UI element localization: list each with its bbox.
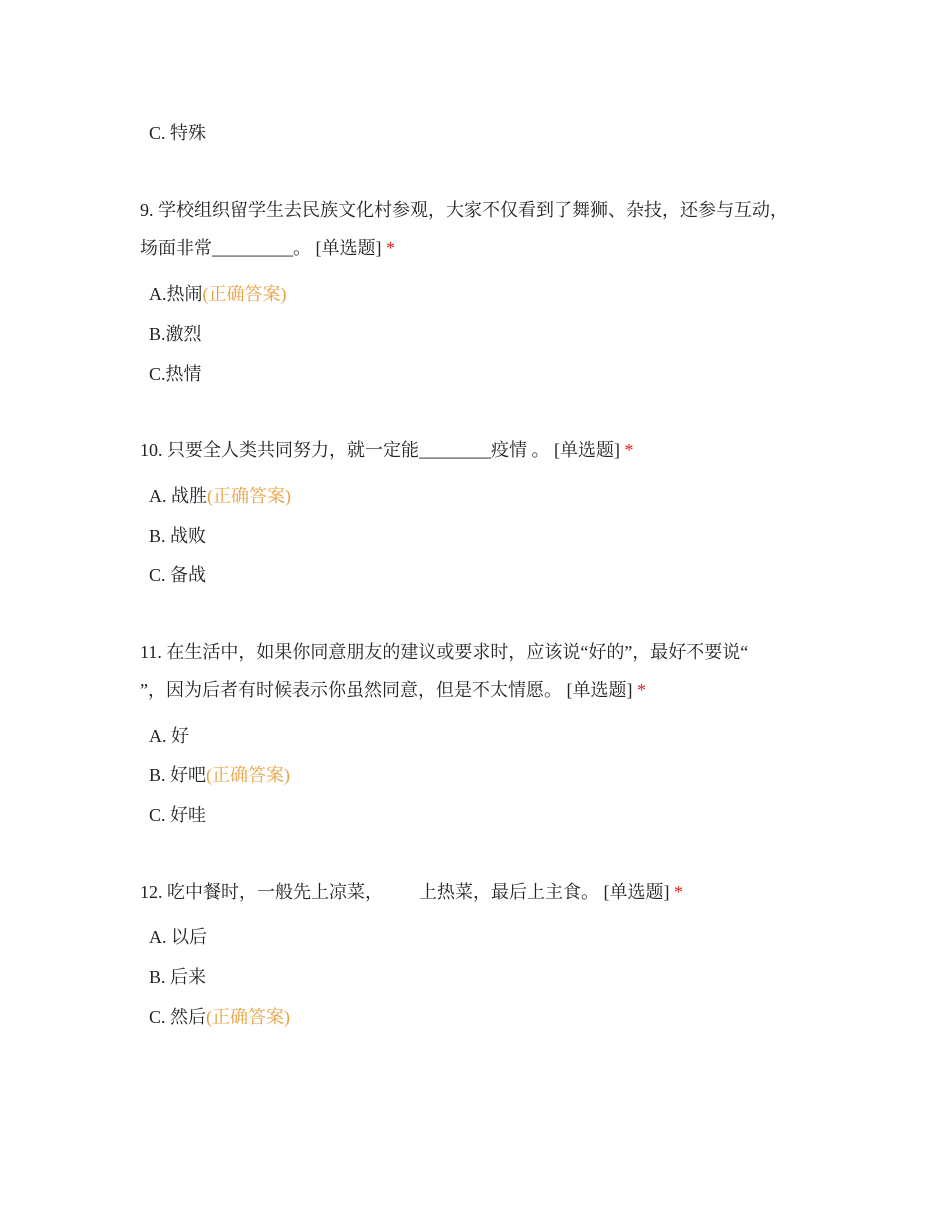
- option-c-previous: [149, 121, 206, 145]
- option-label: C.热情: [149, 364, 202, 384]
- option-label: B. 战败: [149, 526, 207, 546]
- option-label: B.激烈: [149, 324, 202, 344]
- option-label: A.热闹: [149, 284, 203, 304]
- option-label: B. 后来: [149, 967, 207, 987]
- question-12-option-a: [149, 925, 207, 949]
- question-type-tag: [单选题]: [603, 882, 670, 902]
- question-11-line2: [140, 678, 646, 702]
- option-label: A. 以后: [149, 927, 207, 947]
- question-12-stem: [140, 880, 683, 904]
- required-marker: *: [637, 680, 646, 700]
- question-9-line2: [140, 236, 395, 260]
- option-label: C. 特殊: [149, 123, 207, 143]
- question-stem-text: 场面非常_________。: [140, 238, 311, 258]
- question-stem-text: ”，因为后者有时候表示你虽然同意，但是不太情愿。: [140, 680, 562, 700]
- question-9-option-b: [149, 322, 202, 346]
- question-type-tag: [单选题]: [554, 440, 620, 460]
- question-type-tag: [单选题]: [315, 238, 382, 258]
- option-label: A. 战胜: [149, 486, 207, 506]
- question-type-tag: [单选题]: [566, 680, 633, 700]
- question-10-option-b: [149, 524, 206, 548]
- question-12-option-b: [149, 965, 206, 989]
- question-11-option-b: [149, 763, 290, 787]
- question-9-option-a: [149, 282, 287, 306]
- correct-answer-mark: (正确答案): [206, 1007, 291, 1027]
- option-label: C. 好哇: [149, 805, 207, 825]
- option-label: B. 好吧: [149, 765, 207, 785]
- required-marker: *: [386, 238, 395, 258]
- question-10-stem: [140, 438, 634, 462]
- option-label: C. 备战: [149, 565, 207, 585]
- option-label: C. 然后: [149, 1007, 207, 1027]
- question-stem-text: 12. 吃中餐时，一般先上凉菜， 上热菜，最后上主食。: [140, 882, 599, 902]
- question-9-option-c: [149, 362, 202, 386]
- correct-answer-mark: (正确答案): [202, 284, 287, 304]
- question-stem-text: 10. 只要全人类共同努力，就一定能________疫情 。: [140, 440, 550, 460]
- option-label: A. 好: [149, 726, 189, 746]
- question-11-option-a: [149, 724, 189, 748]
- question-11-option-c: [149, 803, 206, 827]
- required-marker: *: [624, 440, 634, 460]
- required-marker: *: [674, 882, 683, 902]
- correct-answer-mark: (正确答案): [206, 765, 291, 785]
- question-10-option-a: [149, 484, 291, 508]
- question-12-option-c: [149, 1005, 290, 1029]
- question-9-line1: 9. 学校组织留学生去民族文化村参观，大家不仅看到了舞狮、杂技，还参与互动，: [140, 200, 788, 220]
- correct-answer-mark: (正确答案): [207, 486, 291, 506]
- question-11-line1: 11. 在生活中，如果你同意朋友的建议或要求时，应该说“好的”，最好不要说“: [140, 642, 749, 662]
- question-10-option-c: [149, 563, 206, 587]
